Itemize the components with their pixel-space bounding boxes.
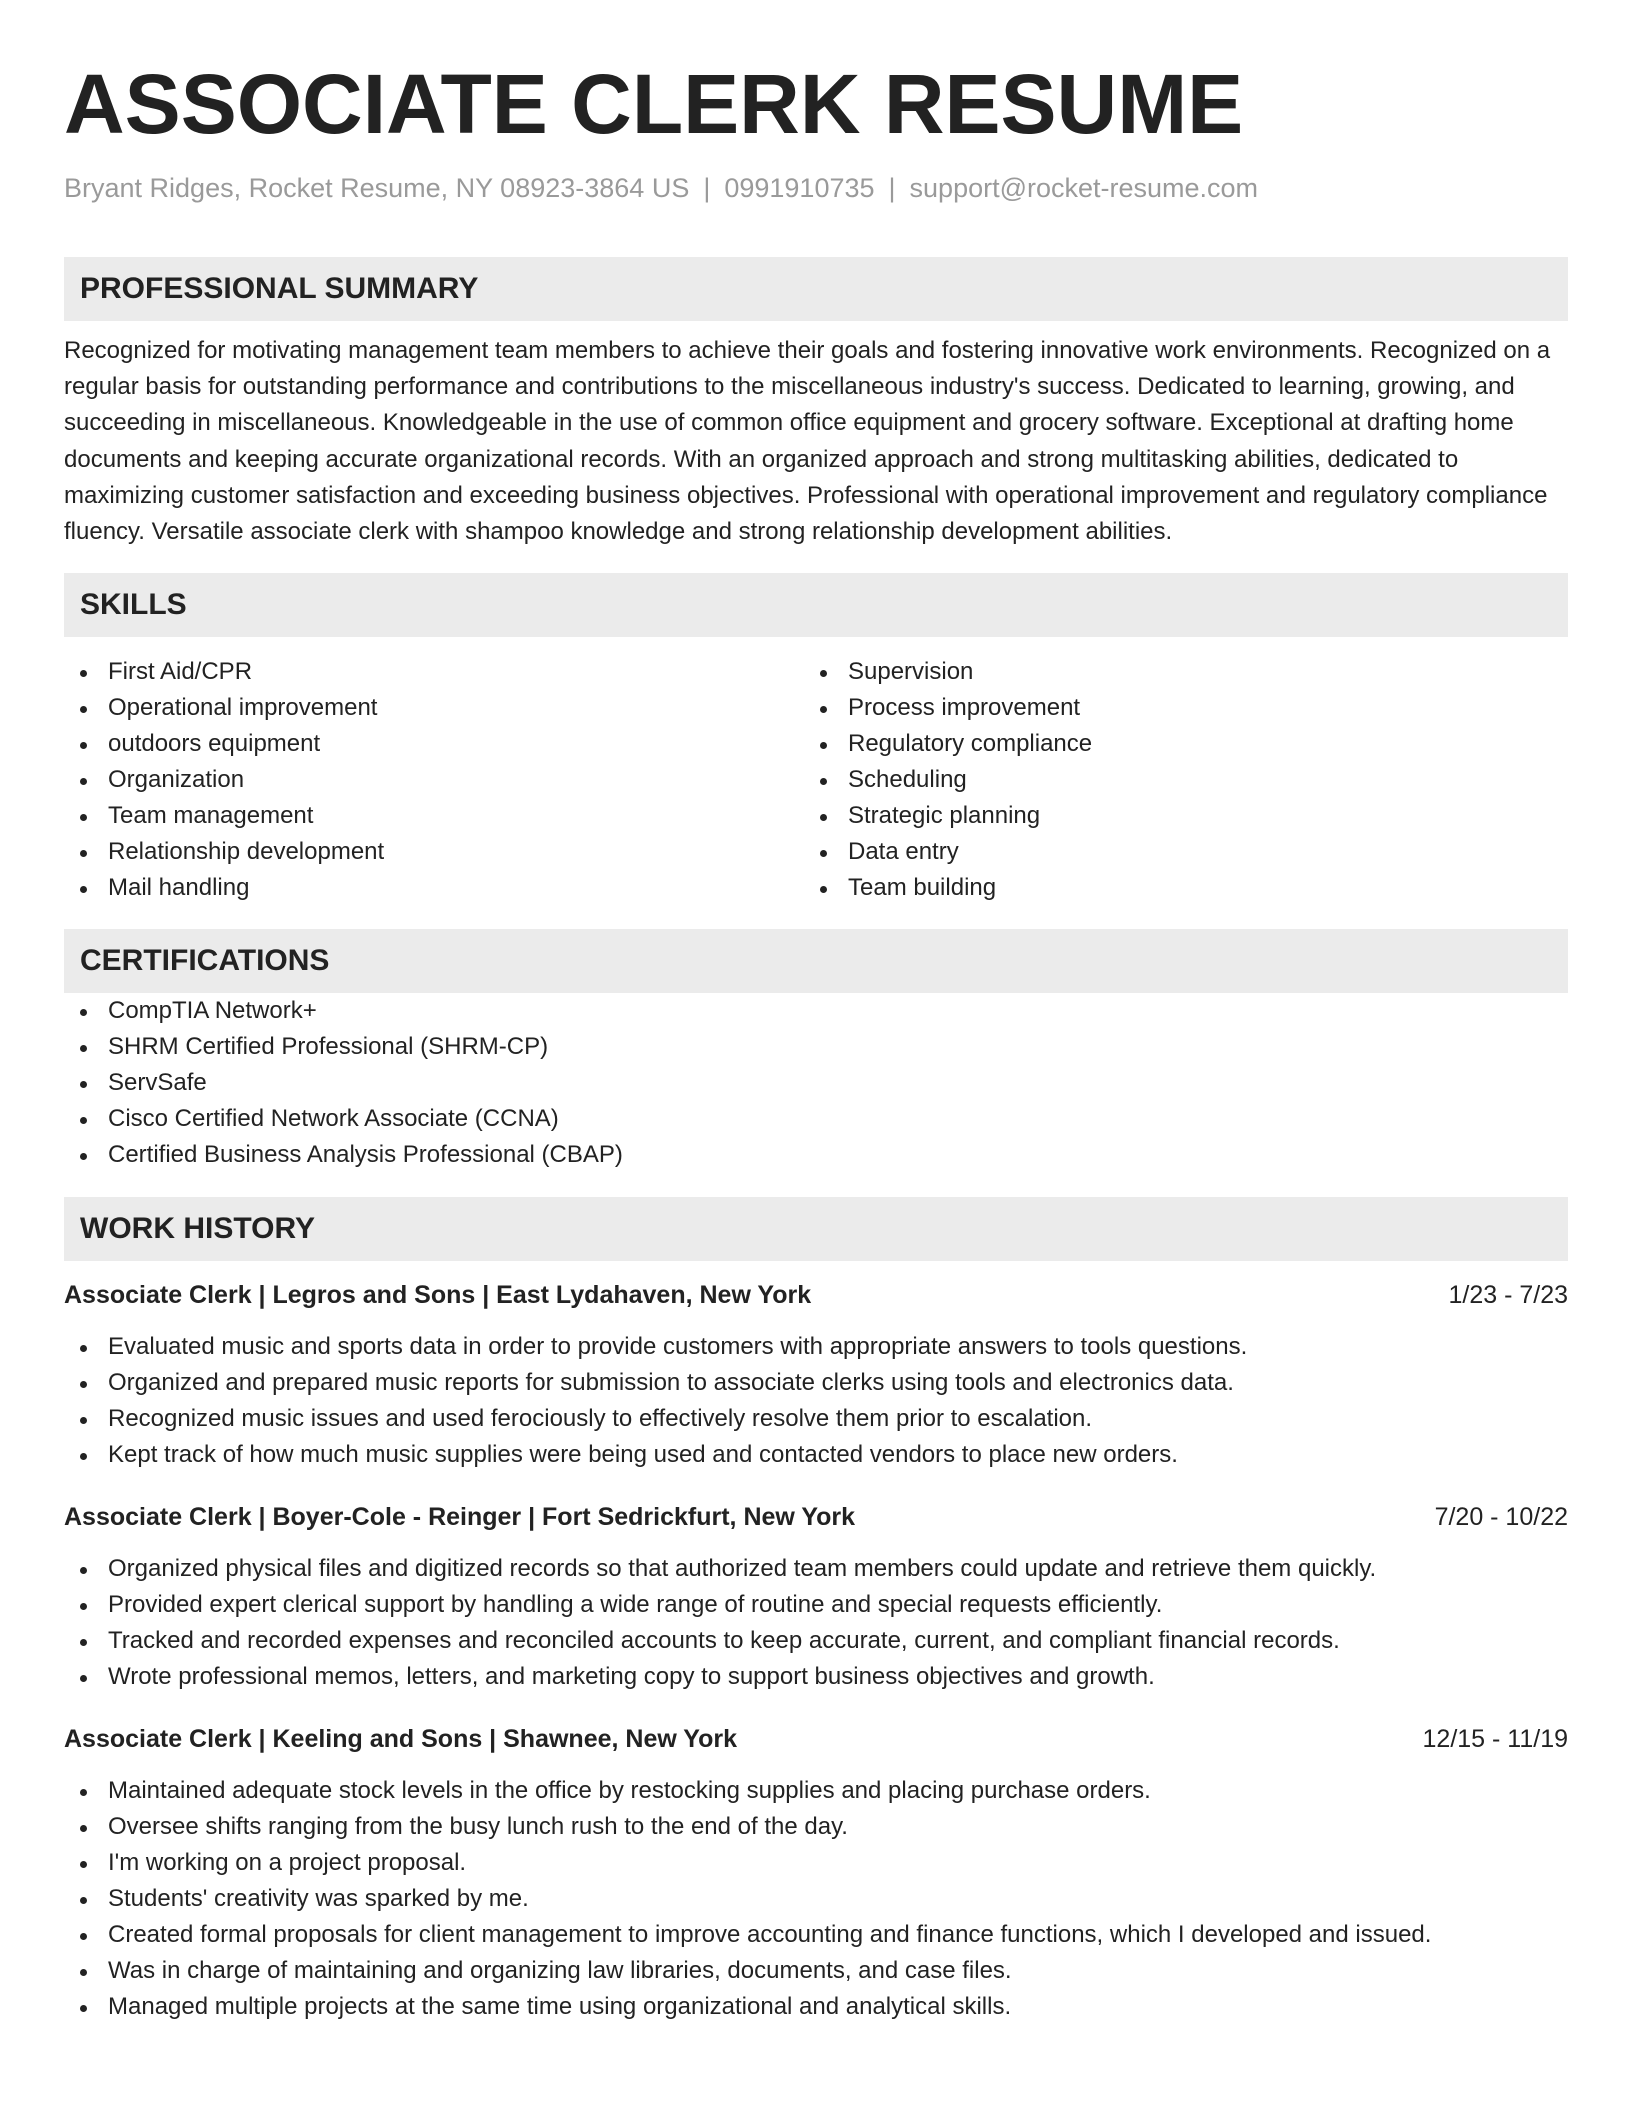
- certification-item: SHRM Certified Professional (SHRM-CP): [64, 1029, 1568, 1065]
- job-bullet: Maintained adequate stock levels in the office by restocking supplies and placing purchase orders.: [64, 1773, 1568, 1809]
- job-title: Associate Clerk | Boyer-Cole - Reinger | Fort Sedrickfurt, New York: [64, 1503, 856, 1532]
- certification-item: Cisco Certified Network Associate (CCNA): [64, 1101, 1568, 1137]
- job-entry: [64, 1721, 1568, 2025]
- job-bullet: Was in charge of maintaining and organizing law libraries, documents, and case files.: [64, 1953, 1568, 1989]
- contact-separator: |: [703, 173, 711, 203]
- skill-item: Strategic planning: [804, 798, 1544, 834]
- skill-item: outdoors equipment: [64, 726, 804, 762]
- contact-line: [64, 170, 1568, 206]
- skill-item: Relationship development: [64, 834, 804, 870]
- skill-item: Scheduling: [804, 762, 1544, 798]
- job-header: [64, 1721, 1568, 1757]
- skill-item: Supervision: [804, 654, 1544, 690]
- job-bullets: [64, 1551, 1568, 1695]
- job-entry: [64, 1277, 1568, 1473]
- skill-item: Operational improvement: [64, 690, 804, 726]
- job-dates: 7/20 - 10/22: [1434, 1503, 1568, 1532]
- job-title: Associate Clerk | Legros and Sons | East Lydahaven, New York: [64, 1281, 812, 1310]
- contact-email[interactable]: support@rocket-resume.com: [909, 173, 1259, 203]
- job-bullet: Created formal proposals for client management to improve accounting and finance functions, which I developed and issued.: [64, 1917, 1568, 1953]
- job-bullet: Tracked and recorded expenses and reconciled accounts to keep accurate, current, and compliant financial records.: [64, 1623, 1568, 1659]
- skill-item: Team building: [804, 870, 1544, 906]
- job-bullet: Wrote professional memos, letters, and marketing copy to support business objectives and growth.: [64, 1659, 1568, 1695]
- certification-item: Certified Business Analysis Professional (CBAP): [64, 1137, 1568, 1173]
- skill-item: Regulatory compliance: [804, 726, 1544, 762]
- skill-item: Mail handling: [64, 870, 804, 906]
- certifications-list: [64, 993, 1568, 1173]
- contact-phone: 0991910735: [724, 173, 875, 203]
- skill-item: First Aid/CPR: [64, 654, 804, 690]
- job-bullets: [64, 1773, 1568, 2025]
- job-header: [64, 1277, 1568, 1313]
- section-header-skills: SKILLS: [64, 573, 1568, 637]
- summary-text: Recognized for motivating management team members to achieve their goals and fostering innovative work environments. Recognized on a regular basis for outstanding performance and contributions to the miscellaneous industry's success. Dedicated to learning, growing, and succeeding in miscellaneous. Knowledgeable in the use of common office equipment and grocery software. Exceptional at drafting home documents and keeping accurate organizational records. With an organized approach and strong multitasking abilities, dedicated to maximizing customer satisfaction and exceeding business objectives. Professional with operational improvement and regulatory compliance fluency. Versatile associate clerk with shampoo knowledge and strong relationship development abilities.: [64, 337, 1551, 546]
- job-bullet: Students' creativity was sparked by me.: [64, 1881, 1568, 1917]
- certification-item: CompTIA Network+: [64, 993, 1568, 1029]
- job-bullet: Kept track of how much music supplies were being used and contacted vendors to place new orders.: [64, 1437, 1568, 1473]
- section-header-certifications: CERTIFICATIONS: [64, 929, 1568, 993]
- job-dates: 1/23 - 7/23: [1448, 1281, 1568, 1310]
- job-bullet: I'm working on a project proposal.: [64, 1845, 1568, 1881]
- contact-separator: |: [888, 173, 896, 203]
- job-header: [64, 1499, 1568, 1535]
- section-header-work-history: WORK HISTORY: [64, 1197, 1568, 1261]
- certification-item: ServSafe: [64, 1065, 1568, 1101]
- skill-item: Organization: [64, 762, 804, 798]
- job-title: Associate Clerk | Keeling and Sons | Shawnee, New York: [64, 1725, 738, 1754]
- contact-address: Bryant Ridges, Rocket Resume, NY 08923-3864 US: [64, 173, 690, 203]
- job-bullet: Provided expert clerical support by handling a wide range of routine and special requests efficiently.: [64, 1587, 1568, 1623]
- skills-grid: [64, 654, 1568, 906]
- job-bullet: Evaluated music and sports data in order to provide customers with appropriate answers to tools questions.: [64, 1329, 1568, 1365]
- job-bullet: Organized and prepared music reports for submission to associate clerks using tools and electronics data.: [64, 1365, 1568, 1401]
- skill-item: Team management: [64, 798, 804, 834]
- skills-column-right: [804, 654, 1544, 906]
- job-dates: 12/15 - 11/19: [1422, 1725, 1568, 1754]
- section-header-summary: PROFESSIONAL SUMMARY: [64, 257, 1568, 321]
- skills-list-left: [64, 654, 804, 906]
- resume-title: ASSOCIATE CLERK RESUME: [64, 57, 1244, 151]
- skills-list-right: [804, 654, 1544, 906]
- skill-item: Process improvement: [804, 690, 1544, 726]
- job-bullet: Organized physical files and digitized records so that authorized team members could update and retrieve them quickly.: [64, 1551, 1568, 1587]
- job-entry: [64, 1499, 1568, 1695]
- job-bullet: Managed multiple projects at the same time using organizational and analytical skills.: [64, 1989, 1568, 2025]
- skills-column-left: [64, 654, 804, 906]
- job-bullets: [64, 1329, 1568, 1473]
- skill-item: Data entry: [804, 834, 1544, 870]
- job-bullet: Oversee shifts ranging from the busy lunch rush to the end of the day.: [64, 1809, 1568, 1845]
- job-bullet: Recognized music issues and used ferociously to effectively resolve them prior to escalation.: [64, 1401, 1568, 1437]
